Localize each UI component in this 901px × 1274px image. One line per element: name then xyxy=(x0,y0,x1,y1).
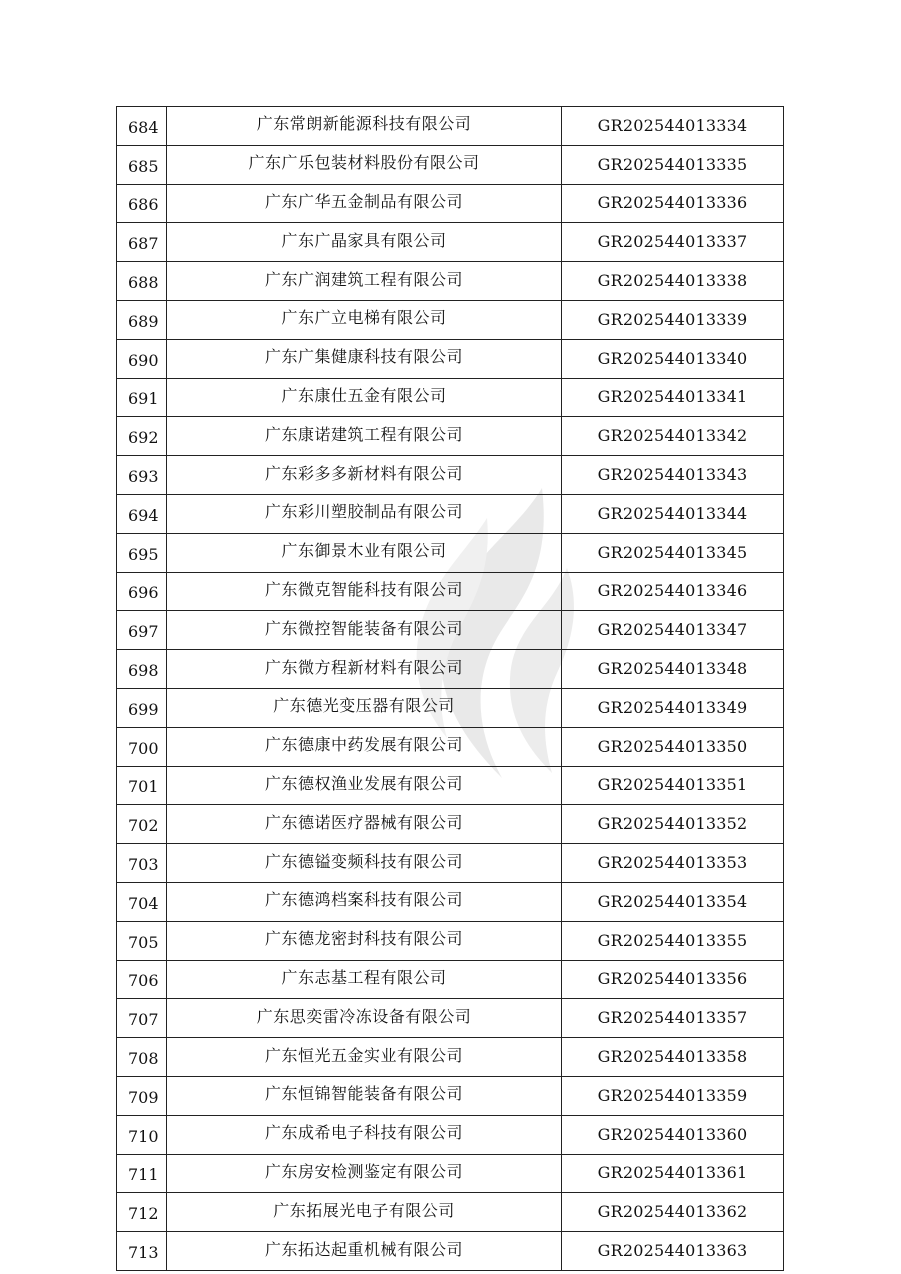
certificate-number: GR202544013352 xyxy=(562,805,784,844)
certificate-number: GR202544013346 xyxy=(562,572,784,611)
company-name: 广东德鸿档案科技有限公司 xyxy=(167,882,562,921)
table-row xyxy=(117,494,784,533)
row-number: 695 xyxy=(117,533,167,572)
table-row xyxy=(117,805,784,844)
row-number: 705 xyxy=(117,921,167,960)
company-name: 广东微控智能装备有限公司 xyxy=(167,611,562,650)
table-row xyxy=(117,844,784,883)
table-row xyxy=(117,1232,784,1271)
table-row xyxy=(117,1154,784,1193)
company-name: 广东广润建筑工程有限公司 xyxy=(167,262,562,301)
row-number: 712 xyxy=(117,1193,167,1232)
certificate-number: GR202544013351 xyxy=(562,766,784,805)
company-name: 广东广乐包装材料股份有限公司 xyxy=(167,145,562,184)
company-name: 广东德诺医疗器械有限公司 xyxy=(167,805,562,844)
certificate-number: GR202544013338 xyxy=(562,262,784,301)
certificate-number: GR202544013340 xyxy=(562,339,784,378)
certificate-number: GR202544013348 xyxy=(562,650,784,689)
certificate-number: GR202544013336 xyxy=(562,184,784,223)
row-number: 686 xyxy=(117,184,167,223)
row-number: 709 xyxy=(117,1076,167,1115)
row-number: 693 xyxy=(117,456,167,495)
certificate-number: GR202544013345 xyxy=(562,533,784,572)
certificate-number: GR202544013354 xyxy=(562,882,784,921)
table-row xyxy=(117,960,784,999)
table-row xyxy=(117,107,784,146)
company-name: 广东德康中药发展有限公司 xyxy=(167,727,562,766)
certificate-number: GR202544013356 xyxy=(562,960,784,999)
company-name: 广东恒光五金实业有限公司 xyxy=(167,1038,562,1077)
table-row xyxy=(117,1076,784,1115)
company-name: 广东微方程新材料有限公司 xyxy=(167,650,562,689)
certificate-number: GR202544013347 xyxy=(562,611,784,650)
certificate-number: GR202544013353 xyxy=(562,844,784,883)
table-row xyxy=(117,184,784,223)
company-name: 广东广华五金制品有限公司 xyxy=(167,184,562,223)
row-number: 699 xyxy=(117,688,167,727)
company-name: 广东广集健康科技有限公司 xyxy=(167,339,562,378)
table-row xyxy=(117,1038,784,1077)
row-number: 700 xyxy=(117,727,167,766)
certificate-number: GR202544013344 xyxy=(562,494,784,533)
company-name: 广东恒锦智能装备有限公司 xyxy=(167,1076,562,1115)
table-row xyxy=(117,339,784,378)
table-row xyxy=(117,688,784,727)
row-number: 690 xyxy=(117,339,167,378)
certificate-number: GR202544013355 xyxy=(562,921,784,960)
row-number: 708 xyxy=(117,1038,167,1077)
table-row xyxy=(117,572,784,611)
company-name: 广东御景木业有限公司 xyxy=(167,533,562,572)
row-number: 696 xyxy=(117,572,167,611)
company-name: 广东德光变压器有限公司 xyxy=(167,688,562,727)
row-number: 711 xyxy=(117,1154,167,1193)
row-number: 685 xyxy=(117,145,167,184)
company-name: 广东拓达起重机械有限公司 xyxy=(167,1232,562,1271)
table-row xyxy=(117,921,784,960)
table-row xyxy=(117,611,784,650)
row-number: 694 xyxy=(117,494,167,533)
table-row xyxy=(117,1115,784,1154)
certificate-number: GR202544013363 xyxy=(562,1232,784,1271)
row-number: 713 xyxy=(117,1232,167,1271)
row-number: 691 xyxy=(117,378,167,417)
row-number: 706 xyxy=(117,960,167,999)
certificate-number: GR202544013361 xyxy=(562,1154,784,1193)
table-row xyxy=(117,999,784,1038)
row-number: 704 xyxy=(117,882,167,921)
company-name: 广东志基工程有限公司 xyxy=(167,960,562,999)
row-number: 710 xyxy=(117,1115,167,1154)
row-number: 703 xyxy=(117,844,167,883)
company-name: 广东康仕五金有限公司 xyxy=(167,378,562,417)
company-name: 广东思奕雷冷冻设备有限公司 xyxy=(167,999,562,1038)
company-name: 广东康诺建筑工程有限公司 xyxy=(167,417,562,456)
company-name: 广东广立电梯有限公司 xyxy=(167,300,562,339)
row-number: 687 xyxy=(117,223,167,262)
row-number: 698 xyxy=(117,650,167,689)
row-number: 689 xyxy=(117,300,167,339)
certificate-number: GR202544013335 xyxy=(562,145,784,184)
company-name: 广东德权渔业发展有限公司 xyxy=(167,766,562,805)
certificate-number: GR202544013362 xyxy=(562,1193,784,1232)
table-row xyxy=(117,882,784,921)
table-row xyxy=(117,300,784,339)
certificate-number: GR202544013360 xyxy=(562,1115,784,1154)
row-number: 684 xyxy=(117,107,167,146)
certificate-number: GR202544013337 xyxy=(562,223,784,262)
table-row xyxy=(117,650,784,689)
certificate-number: GR202544013357 xyxy=(562,999,784,1038)
roster-body xyxy=(117,107,784,1271)
certificate-number: GR202544013334 xyxy=(562,107,784,146)
certificate-number: GR202544013342 xyxy=(562,417,784,456)
table-row xyxy=(117,766,784,805)
certificate-number: GR202544013350 xyxy=(562,727,784,766)
row-number: 692 xyxy=(117,417,167,456)
table-row xyxy=(117,727,784,766)
company-name: 广东拓展光电子有限公司 xyxy=(167,1193,562,1232)
certificate-number: GR202544013359 xyxy=(562,1076,784,1115)
company-name: 广东成希电子科技有限公司 xyxy=(167,1115,562,1154)
certificate-number: GR202544013358 xyxy=(562,1038,784,1077)
table-row xyxy=(117,1193,784,1232)
table-row xyxy=(117,262,784,301)
row-number: 707 xyxy=(117,999,167,1038)
certificate-number: GR202544013343 xyxy=(562,456,784,495)
certificate-number: GR202544013341 xyxy=(562,378,784,417)
table-row xyxy=(117,223,784,262)
company-name: 广东德龙密封科技有限公司 xyxy=(167,921,562,960)
certificate-number: GR202544013339 xyxy=(562,300,784,339)
company-name: 广东彩多多新材料有限公司 xyxy=(167,456,562,495)
table-row xyxy=(117,145,784,184)
enterprise-roster-table xyxy=(116,106,784,1271)
row-number: 702 xyxy=(117,805,167,844)
table-row xyxy=(117,533,784,572)
company-name: 广东微克智能科技有限公司 xyxy=(167,572,562,611)
table-row xyxy=(117,417,784,456)
company-name: 广东广晶家具有限公司 xyxy=(167,223,562,262)
row-number: 701 xyxy=(117,766,167,805)
company-name: 广东彩川塑胶制品有限公司 xyxy=(167,494,562,533)
table-row xyxy=(117,456,784,495)
company-name: 广东房安检测鉴定有限公司 xyxy=(167,1154,562,1193)
company-name: 广东德镒变频科技有限公司 xyxy=(167,844,562,883)
table-row xyxy=(117,378,784,417)
certificate-number: GR202544013349 xyxy=(562,688,784,727)
company-name: 广东常朗新能源科技有限公司 xyxy=(167,107,562,146)
row-number: 688 xyxy=(117,262,167,301)
row-number: 697 xyxy=(117,611,167,650)
